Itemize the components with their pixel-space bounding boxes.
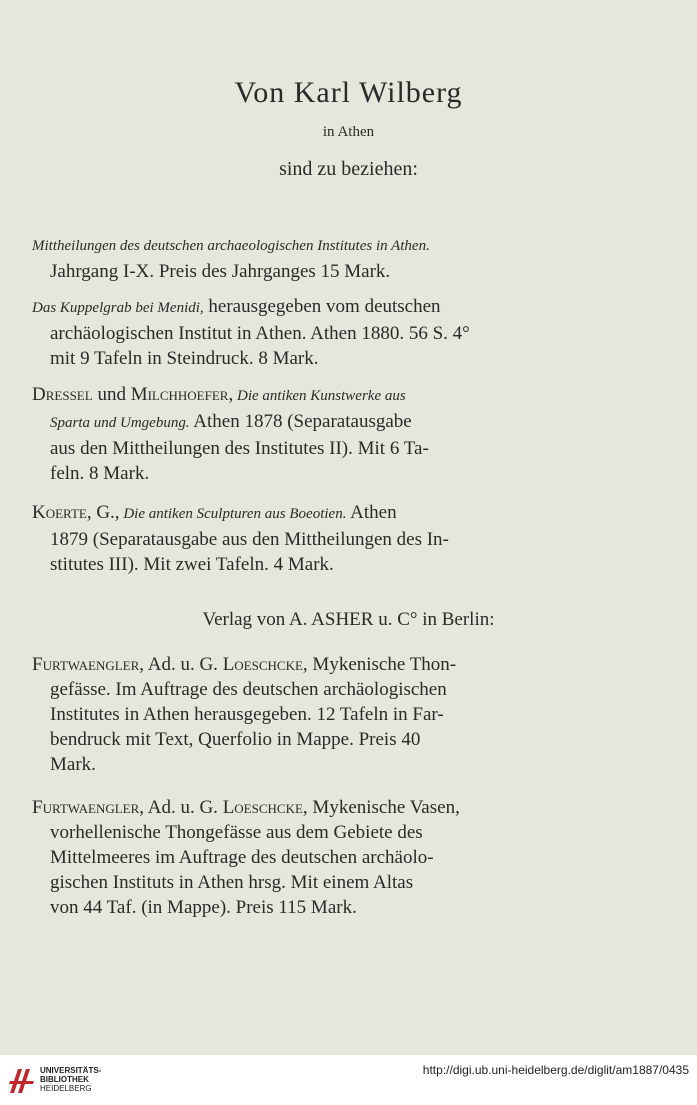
location-line: in Athen <box>322 124 375 140</box>
library-logo-icon <box>8 1065 36 1095</box>
author-name: Koerte <box>32 502 87 523</box>
library-name <box>40 1066 101 1093</box>
entry-line: von 44 Taf. (in Mappe). Preis 115 Mark. <box>50 897 357 918</box>
author-name: Furtwaengler, <box>32 654 145 675</box>
entry-text: Mykenische Vasen, <box>307 797 460 818</box>
entry-line: aus den Mittheilungen des Institutes II). Mit 6 Ta- <box>50 438 429 459</box>
entry-text: Mykenische Thon- <box>307 654 457 675</box>
entry-line <box>32 795 522 820</box>
entry-line: bendruck mit Text, Querfolio in Mappe. Preis 40 <box>50 729 421 750</box>
entry-line <box>32 294 522 321</box>
entry-text: Ad. u. G. <box>144 797 223 818</box>
entry-line <box>32 500 522 527</box>
entry-line: Jahrgang I-X. Preis des Jahrganges 15 Mark. <box>50 261 391 282</box>
entry-italic: Mittheilungen des deutschen archaeologischen Institutes in Athen. <box>32 238 430 254</box>
entry-line <box>32 382 522 409</box>
entry-vasen <box>32 795 522 920</box>
entry-mittheilungen <box>32 232 522 284</box>
entry-text: Ad. u. G. <box>144 654 223 675</box>
entry-line: gischen Instituts in Athen hrsg. Mit einem Altas <box>50 872 414 893</box>
entry-line: Mittelmeeres im Auftrage des deutschen archäolo- <box>50 847 434 868</box>
entry-line: feln. 8 Mark. <box>50 463 150 484</box>
entry-line: stitutes III). Mit zwei Tafeln. 4 Mark. <box>50 554 334 575</box>
entry-italic: Sparta und Umgebung. <box>50 415 190 431</box>
library-name-line: UNIVERSITÄTS- <box>40 1066 102 1075</box>
source-url-link[interactable]: http://digi.ub.uni-heidelberg.de/diglit/am1887/0435 <box>422 1063 689 1077</box>
author-name: Furtwaengler, <box>32 797 145 818</box>
entry-line: gefässe. Im Auftrage des deutschen archäologischen <box>50 679 447 700</box>
author-name: Loeschcke, <box>222 797 308 818</box>
entry-italic: Das Kuppelgrab bei Menidi, <box>32 300 204 316</box>
entry-line: mit 9 Tafeln in Steindruck. 8 Mark. <box>50 348 319 369</box>
entry-text: und <box>92 384 131 405</box>
subtitle-line: sind zu beziehen: <box>279 158 418 180</box>
library-name-line: HEIDELBERG <box>40 1084 92 1093</box>
publisher-heading: Verlag von A. ASHER u. C° in Berlin: <box>202 609 495 630</box>
author-name: Loeschcke, <box>222 654 308 675</box>
entry-line: archäologischen Institut in Athen. Athen 1880. 56 S. 4° <box>50 323 470 344</box>
entry-dressel <box>32 382 522 486</box>
entry-line: 1879 (Separatausgabe aus den Mittheilungen des In- <box>50 529 449 550</box>
entry-line <box>32 232 522 259</box>
entry-kuppelgrab <box>32 294 522 371</box>
author-name: Milchhoefer, <box>130 384 234 405</box>
entry-text: , G., <box>86 502 120 523</box>
entry-line: Mark. <box>50 754 96 775</box>
entry-line <box>32 409 522 436</box>
page-title: Von Karl Wilberg <box>234 76 463 109</box>
entry-text: Athen 1878 (Separatausgabe <box>189 411 412 432</box>
entry-koerte <box>32 500 522 577</box>
entry-italic: Die antiken Sculpturen aus Boeotien. <box>119 506 347 522</box>
entry-line <box>32 652 522 677</box>
entry-line: vorhellenische Thongefässe aus dem Gebiete des <box>50 822 423 843</box>
entry-text: Athen <box>346 502 397 523</box>
entry-line: Institutes in Athen herausgegeben. 12 Tafeln in Far- <box>50 704 444 725</box>
library-footer <box>0 1055 697 1105</box>
entry-italic: Die antiken Kunstwerke aus <box>233 388 406 404</box>
entry-text: herausgegeben vom deutschen <box>203 296 441 317</box>
library-name-line: BIBLIOTHEK <box>40 1075 89 1084</box>
author-name: Dressel <box>32 384 93 405</box>
entry-thongefaesse <box>32 652 522 777</box>
